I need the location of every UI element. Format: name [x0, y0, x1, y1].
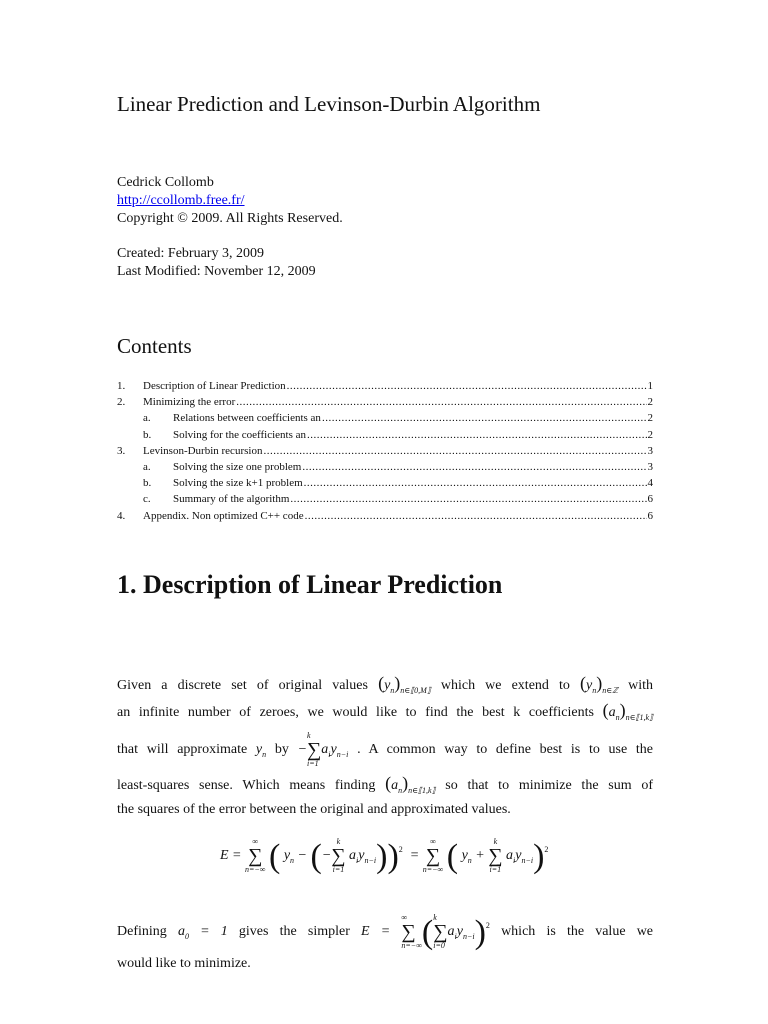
toc-entry-number: 1.: [117, 380, 126, 392]
toc-entry-page: 2: [647, 396, 653, 409]
contents-heading: Contents: [117, 334, 192, 358]
modified-date: Last Modified: November 12, 2009: [117, 264, 316, 279]
table-of-contents: [117, 378, 653, 524]
toc-entry[interactable]: [117, 443, 653, 459]
copyright-line: Copyright © 2009. All Rights Reserved.: [117, 211, 343, 226]
toc-entry-number: 4.: [117, 509, 126, 522]
paragraph-line-5: the squares of the error between the original and approximated values.: [117, 802, 511, 817]
sum-symbol: ∞ ∑ n=−∞: [401, 913, 422, 950]
text-span: least-squares sense. Which means finding: [117, 778, 376, 793]
toc-entry-label: Levinson-Durbin recursion: [143, 444, 263, 457]
toc-entry-number: 3.: [117, 444, 126, 457]
text-span: Given a discrete set of original values: [117, 678, 368, 693]
sum-symbol: ∞ ∑ n=−∞: [245, 837, 266, 874]
toc-entry-label: Appendix. Non optimized C++ code: [143, 509, 304, 522]
math-inline: $(y_n)_{n\in⟦0,M⟧}$: [378, 673, 431, 695]
toc-entry[interactable]: [117, 459, 653, 475]
toc-entry-page: 2: [647, 412, 653, 425]
toc-entry-label: Description of Linear Prediction: [143, 380, 286, 392]
toc-entry-label: Minimizing the error: [143, 396, 236, 409]
text-span: that will approximate: [117, 742, 248, 758]
toc-leader-dots: [290, 491, 646, 507]
toc-leader-dots: [263, 443, 646, 459]
section-1-heading: 1. Description of Linear Prediction: [117, 570, 503, 599]
toc-entry-label: Solving the size one problem: [173, 460, 302, 473]
math-inline: E = ∞ ∑ n=−∞ ( k ∑ i=0 $a_iy_{n-i})^2$: [361, 913, 490, 952]
toc-entry-page: 1: [647, 380, 653, 392]
text-span: an infinite number of zeroes, we would like to find the best k coefficients: [117, 705, 594, 720]
math-inline: $y_n$: [255, 742, 267, 760]
toc-entry-page: 6: [647, 493, 653, 506]
toc-leader-dots: [302, 459, 646, 475]
paragraph-line-1: [117, 674, 653, 700]
text-span: . A common way to define best is to use the: [357, 742, 654, 758]
toc-entry-page: 4: [647, 477, 653, 490]
toc-entry-page: 2: [647, 428, 653, 441]
math-inline: $(a_n)_{n\in⟦1,k⟧}$: [385, 773, 436, 795]
toc-entry-label: Relations between coefficients an: [173, 412, 321, 425]
created-date: Created: February 3, 2009: [117, 246, 264, 261]
toc-entry-label: Summary of the algorithm: [173, 493, 290, 506]
sum-symbol: k ∑ i=0: [433, 913, 448, 950]
toc-leader-dots: [236, 394, 646, 410]
paragraph-line-7: would like to minimize.: [117, 956, 251, 971]
paragraph-line-4: [117, 774, 653, 800]
toc-entry-number: b.: [143, 428, 152, 441]
toc-entry[interactable]: [117, 378, 653, 394]
paragraph-line-3: [117, 732, 653, 768]
toc-entry[interactable]: [117, 410, 653, 426]
toc-entry-page: 6: [647, 509, 653, 522]
sum-symbol: ∞ ∑ n=−∞: [422, 837, 444, 874]
toc-leader-dots: [307, 427, 647, 443]
error-equation: E = ∞ ∑ n=−∞ ( $y_n$ − (− k ∑ i=1 $a_iy_{n-i}))^2$ = ∞ ∑ n=−∞ ( $y_n$ + k ∑ i=1 $a_iy_{n-i})^2$: [220, 837, 549, 876]
document-title: Linear Prediction and Levinson-Durbin Algorithm: [117, 92, 541, 116]
math-inline: $(a_n)_{n\in⟦1,k⟧}$: [602, 700, 654, 722]
text-span: which is the value we: [501, 924, 654, 940]
toc-entry-number: a.: [143, 460, 151, 473]
toc-entry-number: 2.: [117, 396, 126, 409]
toc-leader-dots: [304, 475, 647, 491]
toc-leader-dots: [287, 378, 647, 394]
text-span: which we extend to: [440, 678, 570, 693]
text-span: gives the simpler: [238, 924, 350, 940]
sum-symbol: k ∑ i=1: [331, 837, 346, 874]
toc-entry-label: Solving the size k+1 problem: [173, 477, 303, 490]
author-name: Cedrick Collomb: [117, 175, 214, 190]
toc-entry-page: 3: [647, 444, 653, 457]
toc-entry[interactable]: [117, 508, 653, 524]
toc-entry-number: b.: [143, 477, 152, 490]
toc-entry-label: Solving for the coefficients an: [173, 428, 306, 441]
toc-entry[interactable]: [117, 475, 653, 491]
toc-entry-number: a.: [143, 412, 151, 425]
author-url-link[interactable]: http://ccollomb.free.fr/: [117, 193, 245, 208]
text-span: by: [274, 742, 289, 758]
sum-symbol: k ∑ i=1: [488, 837, 503, 874]
toc-leader-dots: [322, 410, 647, 426]
paragraph-line-6: [117, 914, 653, 950]
toc-entry[interactable]: [117, 427, 653, 443]
text-span: so that to minimize the sum of: [445, 778, 654, 793]
toc-entry-page: 3: [647, 460, 653, 473]
toc-entry-number: c.: [143, 493, 151, 506]
math-inline: $(y_n)_{n\in ℤ}$: [579, 673, 619, 695]
math-inline: − k ∑ i=1 $a_iy_{n-i}$: [297, 731, 349, 768]
toc-leader-dots: [305, 508, 647, 524]
sum-symbol: k ∑ i=1: [307, 731, 322, 768]
paragraph-line-2: [117, 701, 653, 727]
text-span: with: [628, 678, 654, 693]
math-inline: $a_0 = 1$: [177, 924, 228, 942]
toc-entry[interactable]: [117, 394, 653, 410]
text-span: Defining: [117, 924, 167, 940]
toc-entry[interactable]: [117, 491, 653, 507]
